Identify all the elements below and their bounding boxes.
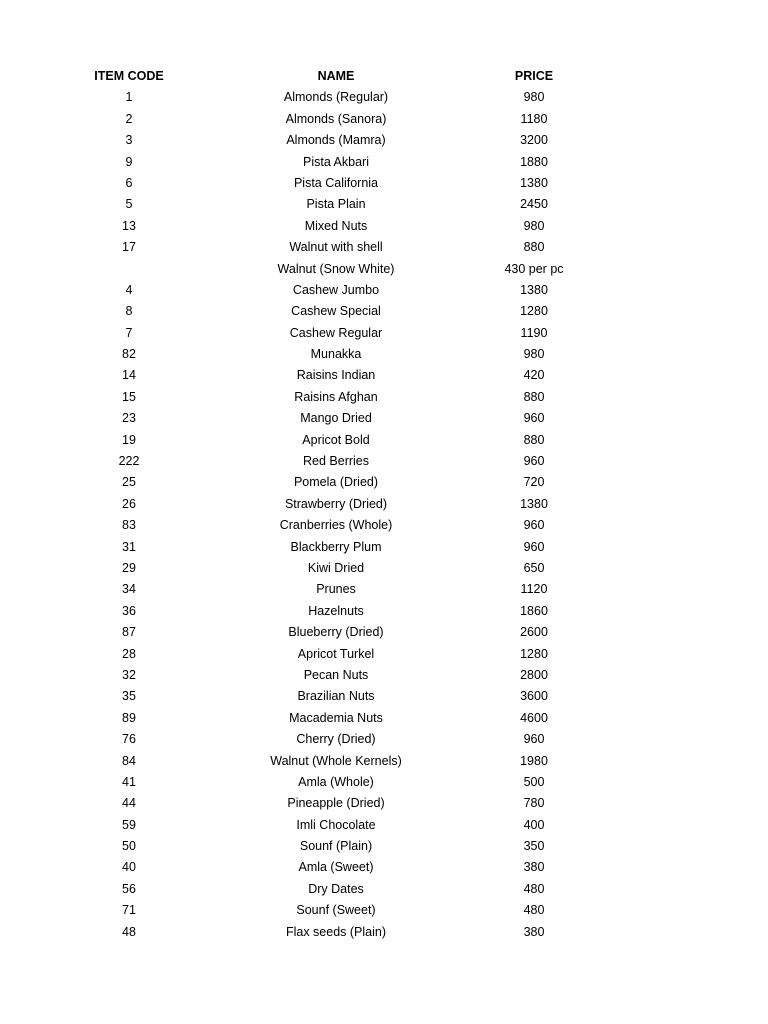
item-price-cell: 880 bbox=[523, 432, 545, 447]
item-price-cell: 1190 bbox=[520, 325, 548, 340]
item-name-cell: Red Berries bbox=[303, 454, 369, 469]
table-row bbox=[0, 173, 768, 194]
table-row bbox=[0, 579, 768, 600]
item-name-cell: Walnut (Snow White) bbox=[277, 261, 395, 276]
table-row bbox=[0, 857, 768, 878]
item-price-cell: 2450 bbox=[520, 197, 548, 212]
table-row bbox=[0, 259, 768, 280]
table-row bbox=[0, 451, 768, 472]
item-name-cell: Pista Akbari bbox=[302, 154, 369, 169]
item-name-cell: Raisins Afghan bbox=[294, 389, 378, 404]
table-row bbox=[0, 194, 768, 215]
item-code-cell: 6 bbox=[125, 175, 133, 190]
item-price-cell: 380 bbox=[523, 924, 545, 939]
item-name-cell: Apricot Turkel bbox=[297, 646, 375, 661]
item-code-cell: 1 bbox=[125, 90, 133, 105]
item-price-cell: 380 bbox=[523, 860, 545, 875]
item-code-cell: 31 bbox=[122, 539, 136, 554]
item-code-cell: 71 bbox=[122, 903, 136, 918]
header-price: PRICE bbox=[514, 69, 554, 83]
item-name-cell: Strawberry (Dried) bbox=[284, 496, 388, 511]
item-code-cell: 28 bbox=[122, 646, 136, 661]
item-price-cell: 1180 bbox=[520, 111, 548, 126]
item-name-cell: Almonds (Mamra) bbox=[286, 133, 386, 148]
item-price-cell: 400 bbox=[523, 817, 545, 832]
item-code-cell: 82 bbox=[122, 347, 136, 362]
table-row bbox=[0, 387, 768, 408]
item-price-cell: 1120 bbox=[520, 582, 548, 597]
item-price-cell: 980 bbox=[523, 347, 545, 362]
item-name-cell: Apricot Bold bbox=[302, 432, 370, 447]
item-code-cell: 8 bbox=[125, 304, 133, 319]
table-row bbox=[0, 815, 768, 836]
header-item-code: ITEM CODE bbox=[94, 69, 164, 83]
item-price-cell: 2600 bbox=[520, 625, 548, 640]
item-price-cell: 1280 bbox=[520, 304, 548, 319]
item-price-cell: 1380 bbox=[520, 282, 548, 297]
header-name: NAME bbox=[317, 69, 355, 83]
item-name-cell: Walnut (Whole Kernels) bbox=[270, 753, 402, 768]
item-code-cell: 5 bbox=[125, 197, 133, 212]
item-name-cell: Cranberries (Whole) bbox=[279, 518, 393, 533]
item-name-cell: Cashew Jumbo bbox=[292, 282, 380, 297]
item-price-cell: 650 bbox=[523, 560, 545, 575]
table-row bbox=[0, 216, 768, 237]
table-row bbox=[0, 152, 768, 173]
item-code-cell: 76 bbox=[122, 732, 136, 747]
item-code-cell: 2 bbox=[125, 111, 133, 126]
item-name-cell: Walnut with shell bbox=[289, 240, 383, 255]
item-name-cell: Brazilian Nuts bbox=[297, 689, 375, 704]
item-code-cell: 87 bbox=[122, 625, 136, 640]
item-name-cell: Almonds (Sanora) bbox=[285, 111, 387, 126]
item-price-cell: 350 bbox=[523, 839, 545, 854]
item-name-cell: Dry Dates bbox=[308, 881, 364, 896]
table-row bbox=[0, 130, 768, 151]
table-row bbox=[0, 494, 768, 515]
item-code-cell: 3 bbox=[125, 133, 133, 148]
item-price-cell: 960 bbox=[523, 539, 545, 554]
table-row bbox=[0, 365, 768, 386]
item-code-cell: 50 bbox=[122, 839, 136, 854]
item-code-cell: 29 bbox=[122, 560, 136, 575]
item-code-cell: 17 bbox=[122, 240, 136, 255]
item-name-cell: Blueberry (Dried) bbox=[288, 625, 384, 640]
table-row bbox=[0, 280, 768, 301]
item-price-cell: 960 bbox=[523, 732, 545, 747]
item-name-cell: Mixed Nuts bbox=[304, 218, 368, 233]
item-code-cell: 59 bbox=[122, 817, 136, 832]
item-name-cell: Almonds (Regular) bbox=[283, 90, 389, 105]
item-price-cell: 1380 bbox=[520, 496, 548, 511]
item-price-cell: 1880 bbox=[520, 154, 548, 169]
item-price-cell: 480 bbox=[523, 881, 545, 896]
table-row bbox=[0, 879, 768, 900]
table-row bbox=[0, 558, 768, 579]
item-price-cell: 1980 bbox=[520, 753, 548, 768]
item-name-cell: Blackberry Plum bbox=[290, 539, 382, 554]
table-row bbox=[0, 836, 768, 857]
item-name-cell: Pecan Nuts bbox=[303, 667, 369, 682]
item-name-cell: Pomela (Dried) bbox=[293, 475, 379, 490]
item-code-cell: 56 bbox=[122, 881, 136, 896]
item-code-cell: 25 bbox=[122, 475, 136, 490]
table-row bbox=[0, 900, 768, 921]
item-price-cell: 1380 bbox=[520, 175, 548, 190]
item-name-cell: Sounf (Sweet) bbox=[296, 903, 376, 918]
item-code-cell: 34 bbox=[122, 582, 136, 597]
item-name-cell: Cherry (Dried) bbox=[296, 732, 376, 747]
item-price-cell: 3600 bbox=[520, 689, 548, 704]
item-name-cell: Flax seeds (Plain) bbox=[285, 924, 387, 939]
item-price-cell: 420 bbox=[523, 368, 545, 383]
table-row bbox=[0, 515, 768, 536]
item-code-cell: 48 bbox=[122, 924, 136, 939]
item-code-cell: 89 bbox=[122, 710, 136, 725]
item-price-cell: 2800 bbox=[520, 667, 548, 682]
item-price-cell: 980 bbox=[523, 90, 545, 105]
table-row bbox=[0, 472, 768, 493]
item-code-cell: 41 bbox=[122, 774, 136, 789]
item-name-cell: Pista California bbox=[293, 175, 379, 190]
item-name-cell: Pineapple (Dried) bbox=[287, 796, 385, 811]
item-price-cell: 960 bbox=[523, 518, 545, 533]
item-code-cell: 32 bbox=[122, 667, 136, 682]
item-price-cell: 780 bbox=[523, 796, 545, 811]
item-name-cell: Hazelnuts bbox=[308, 603, 364, 618]
item-code-cell: 7 bbox=[125, 325, 133, 340]
item-code-cell: 44 bbox=[122, 796, 136, 811]
item-name-cell: Cashew Special bbox=[291, 304, 381, 319]
item-name-cell: Macademia Nuts bbox=[289, 710, 383, 725]
table-row bbox=[0, 793, 768, 814]
table-row bbox=[0, 301, 768, 322]
item-price-cell: 1860 bbox=[520, 603, 548, 618]
item-name-cell: Pista Plain bbox=[306, 197, 366, 212]
table-row bbox=[0, 751, 768, 772]
price-table bbox=[0, 66, 768, 943]
table-row bbox=[0, 537, 768, 558]
item-name-cell: Raisins Indian bbox=[296, 368, 376, 383]
table-header-row bbox=[0, 66, 768, 87]
item-name-cell: Kiwi Dried bbox=[307, 560, 365, 575]
table-row bbox=[0, 922, 768, 943]
item-price-cell: 960 bbox=[523, 411, 545, 426]
item-code-cell: 36 bbox=[122, 603, 136, 618]
item-code-cell: 9 bbox=[125, 154, 133, 169]
item-name-cell: Imli Chocolate bbox=[296, 817, 376, 832]
item-price-cell: 430 per pc bbox=[504, 261, 564, 276]
item-price-cell: 720 bbox=[523, 475, 545, 490]
table-row bbox=[0, 430, 768, 451]
table-row bbox=[0, 109, 768, 130]
item-name-cell: Mango Dried bbox=[300, 411, 372, 426]
table-row bbox=[0, 622, 768, 643]
item-price-cell: 1280 bbox=[520, 646, 548, 661]
item-code-cell: 19 bbox=[122, 432, 136, 447]
table-row bbox=[0, 686, 768, 707]
item-code-cell: 222 bbox=[118, 454, 140, 469]
table-row bbox=[0, 772, 768, 793]
item-price-cell: 480 bbox=[523, 903, 545, 918]
item-name-cell: Munakka bbox=[310, 347, 362, 362]
item-name-cell: Amla (Sweet) bbox=[298, 860, 374, 875]
item-code-cell: 15 bbox=[122, 389, 136, 404]
table-row bbox=[0, 708, 768, 729]
table-row bbox=[0, 729, 768, 750]
item-code-cell: 40 bbox=[122, 860, 136, 875]
item-code-cell: 23 bbox=[122, 411, 136, 426]
table-row bbox=[0, 601, 768, 622]
table-row bbox=[0, 665, 768, 686]
item-code-cell: 83 bbox=[122, 518, 136, 533]
item-code-cell: 13 bbox=[122, 218, 136, 233]
item-price-cell: 500 bbox=[523, 774, 545, 789]
item-code-cell: 4 bbox=[125, 282, 133, 297]
item-price-cell: 960 bbox=[523, 454, 545, 469]
item-price-cell: 4600 bbox=[520, 710, 548, 725]
item-price-cell: 3200 bbox=[520, 133, 548, 148]
table-row bbox=[0, 323, 768, 344]
item-code-cell: 14 bbox=[122, 368, 136, 383]
item-price-cell: 980 bbox=[523, 218, 545, 233]
item-name-cell: Amla (Whole) bbox=[298, 774, 374, 789]
table-row bbox=[0, 408, 768, 429]
table-row bbox=[0, 237, 768, 258]
table-row bbox=[0, 87, 768, 108]
item-price-cell: 880 bbox=[523, 240, 545, 255]
item-code-cell: 35 bbox=[122, 689, 136, 704]
item-code-cell: 84 bbox=[122, 753, 136, 768]
item-price-cell: 880 bbox=[523, 389, 545, 404]
item-name-cell: Cashew Regular bbox=[289, 325, 383, 340]
item-name-cell: Sounf (Plain) bbox=[299, 839, 373, 854]
table-row bbox=[0, 644, 768, 665]
table-row bbox=[0, 344, 768, 365]
item-code-cell: 26 bbox=[122, 496, 136, 511]
item-name-cell: Prunes bbox=[316, 582, 356, 597]
